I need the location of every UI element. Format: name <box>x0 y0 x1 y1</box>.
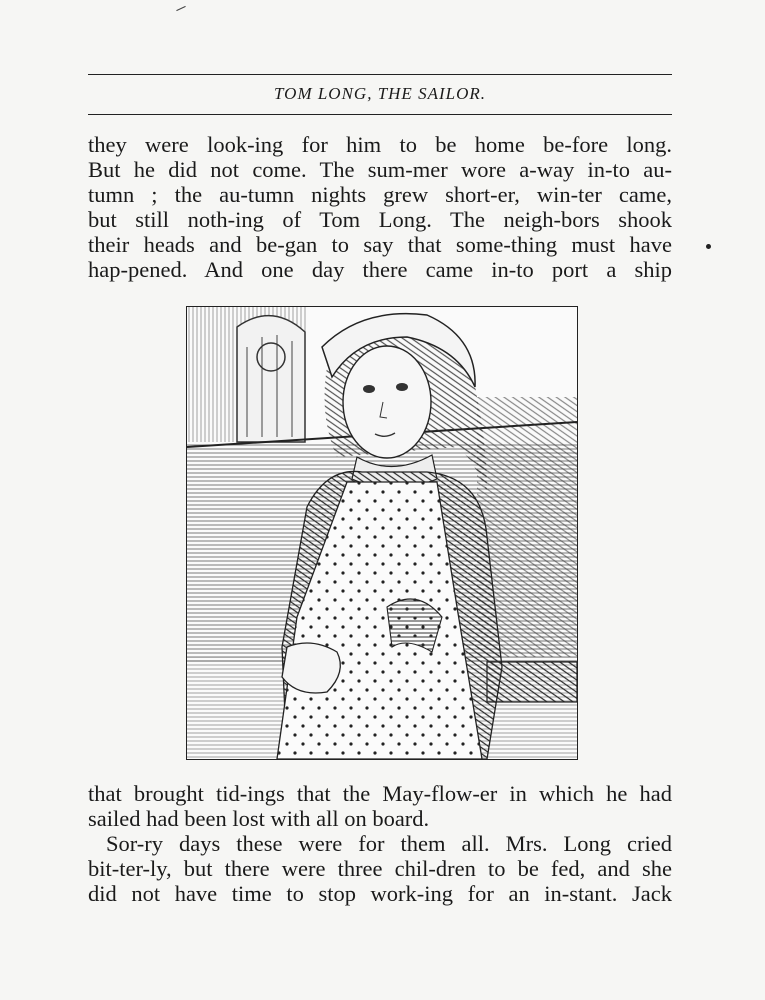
stray-mark <box>176 6 185 11</box>
text-line: their heads and be-gan to say that some-thing must have <box>88 232 672 257</box>
text-line: that brought tid-ings that the May-flow-er in which he had <box>88 781 672 806</box>
text-line: But he did not come. The sum-mer wore a-way in-to au- <box>88 157 672 182</box>
text-line: sailed had been lost with all on board. <box>88 806 430 831</box>
text-line: did not have time to stop work-ing for an in-stant. Jack <box>88 881 672 906</box>
paragraph-before-illustration <box>88 132 672 282</box>
engraving <box>187 307 577 759</box>
text-line: Sor-ry days these were for them all. Mrs. Long cried <box>106 831 672 856</box>
text-line: but still noth-ing of Tom Long. The neigh-bors shook <box>88 207 672 232</box>
text-line: tumn ; the au-tumn nights grew short-er, win-ter came, <box>88 182 672 207</box>
running-head: TOM LONG, THE SAILOR. <box>274 84 486 103</box>
header-rule-top <box>88 74 672 75</box>
margin-dot <box>706 244 711 249</box>
text-line: hap-pened. And one day there came in-to port a ship <box>88 257 672 282</box>
header-rule-bottom <box>88 114 672 115</box>
text-line: they were look-ing for him to be home be-fore long. <box>88 132 672 157</box>
paragraph-after-illustration <box>88 781 672 906</box>
illustration-girl-in-bonnet <box>186 306 578 760</box>
text-line: bit-ter-ly, but there were three chil-dren to be fed, and she <box>88 856 672 881</box>
